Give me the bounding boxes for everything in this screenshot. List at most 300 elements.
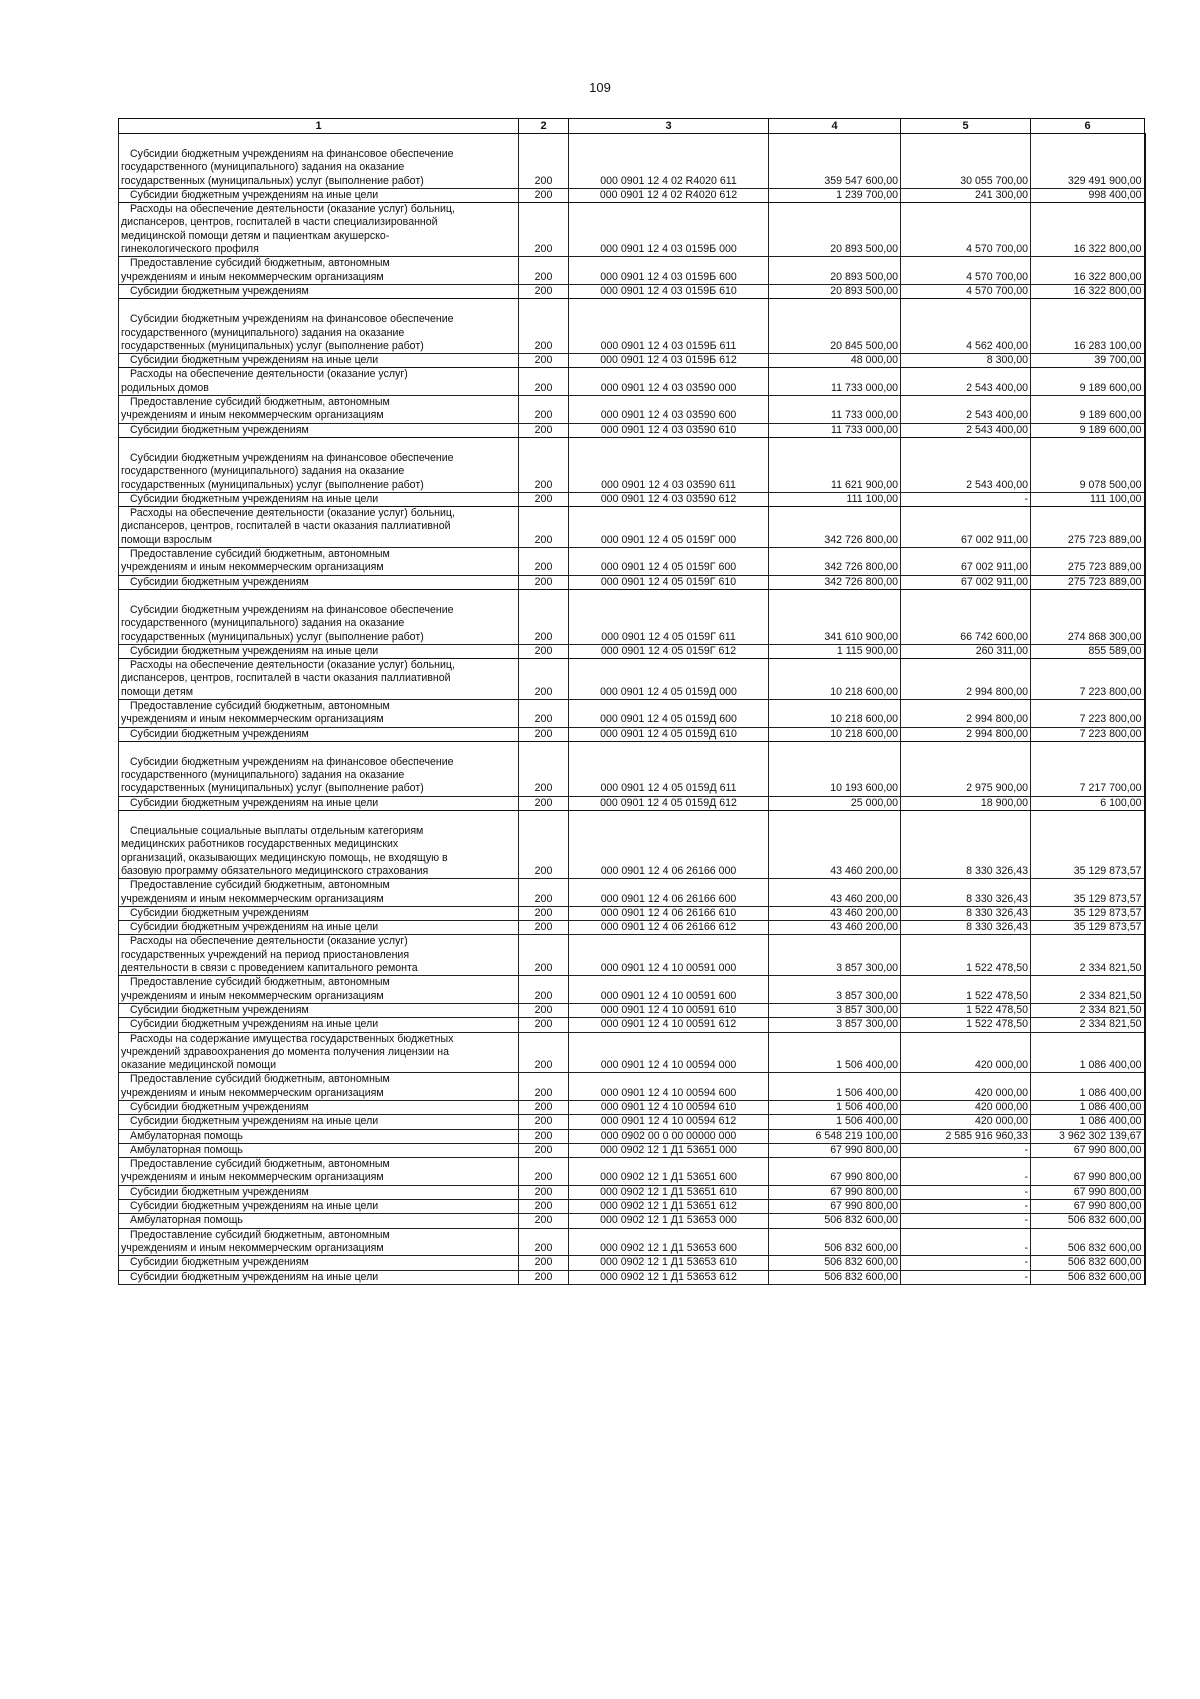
- table-row: [119, 368, 1145, 396]
- row-amount-total: 43 460 200,00: [769, 906, 901, 920]
- row-name-cell: [119, 548, 519, 576]
- row-amount-executed: 420 000,00: [901, 1115, 1031, 1129]
- row-amount-executed: -: [901, 1185, 1031, 1199]
- row-name-cell: [119, 1256, 519, 1270]
- table-row: [119, 906, 1145, 920]
- row-budget-code: 000 0901 12 4 10 00594 600: [569, 1073, 769, 1101]
- row-code: 200: [519, 507, 569, 548]
- row-name: Субсидии бюджетным учреждениям: [130, 423, 309, 436]
- table-row: [119, 1200, 1145, 1214]
- row-amount-remaining: 998 400,00: [1031, 188, 1145, 202]
- row-amount-executed: 67 002 911,00: [901, 548, 1031, 576]
- row-name: Предоставление субсидий бюджетным, автономным учреждениям и иным некоммерческим организациям: [121, 699, 390, 726]
- row-amount-executed: 8 330 326,43: [901, 906, 1031, 920]
- row-amount-total: 43 460 200,00: [769, 921, 901, 935]
- row-amount-total: 10 218 600,00: [769, 659, 901, 700]
- row-name: Предоставление субсидий бюджетным, автономным учреждениям и иным некоммерческим организациям: [121, 879, 390, 905]
- row-amount-remaining: 1 086 400,00: [1031, 1101, 1145, 1115]
- row-amount-remaining: 506 832 600,00: [1031, 1270, 1145, 1284]
- row-amount-remaining: 9 189 600,00: [1031, 396, 1145, 424]
- row-amount-executed: 420 000,00: [901, 1073, 1031, 1101]
- row-name: Субсидии бюджетным учреждениям: [130, 727, 309, 740]
- row-name: Субсидии бюджетным учреждениям: [130, 1101, 309, 1113]
- table-row: [119, 1143, 1145, 1157]
- row-amount-total: 3 857 300,00: [769, 1018, 901, 1032]
- row-amount-total: 67 990 800,00: [769, 1185, 901, 1199]
- row-amount-total: 6 548 219 100,00: [769, 1129, 901, 1143]
- row-amount-remaining: 275 723 889,00: [1031, 507, 1145, 548]
- row-name: Субсидии бюджетным учреждениям на финансовое обеспечение государственного (муниципального) задания на оказание государственных (муниципальных) услуг (выполнение работ): [121, 451, 454, 491]
- row-amount-total: 1 506 400,00: [769, 1115, 901, 1129]
- row-amount-remaining: 67 990 800,00: [1031, 1185, 1145, 1199]
- row-amount-remaining: 7 223 800,00: [1031, 727, 1145, 741]
- row-name-cell: [119, 741, 519, 796]
- row-amount-remaining: 506 832 600,00: [1031, 1214, 1145, 1228]
- row-amount-total: 1 506 400,00: [769, 1032, 901, 1073]
- column-header-3: 3: [569, 119, 769, 134]
- header-row: [119, 119, 1145, 134]
- table-row: [119, 396, 1145, 424]
- row-code: 200: [519, 879, 569, 907]
- row-budget-code: 000 0901 12 4 03 03590 000: [569, 368, 769, 396]
- row-name: Субсидии бюджетным учреждениям: [130, 575, 309, 588]
- table-row: [119, 548, 1145, 576]
- row-amount-remaining: 855 589,00: [1031, 644, 1145, 658]
- row-name-cell: [119, 1101, 519, 1115]
- row-amount-executed: 30 055 700,00: [901, 134, 1031, 189]
- table-row: [119, 507, 1145, 548]
- row-budget-code: 000 0901 12 4 10 00594 612: [569, 1115, 769, 1129]
- row-budget-code: 000 0902 12 1 Д1 53653 610: [569, 1256, 769, 1270]
- row-amount-remaining: 35 129 873,57: [1031, 879, 1145, 907]
- row-budget-code: 000 0902 00 0 00 00000 000: [569, 1129, 769, 1143]
- row-name-cell: [119, 1003, 519, 1017]
- row-amount-total: 506 832 600,00: [769, 1256, 901, 1270]
- table-row: [119, 299, 1145, 354]
- row-amount-remaining: 16 283 100,00: [1031, 299, 1145, 354]
- row-amount-executed: -: [901, 492, 1031, 506]
- row-budget-code: 000 0901 12 4 10 00591 000: [569, 935, 769, 976]
- row-budget-code: 000 0901 12 4 03 03590 600: [569, 396, 769, 424]
- row-amount-executed: -: [901, 1256, 1031, 1270]
- row-name: Субсидии бюджетным учреждениям: [130, 1256, 309, 1269]
- row-name: Расходы на обеспечение деятельности (оказание услуг) государственных учреждений на период приостановления деятельности в связи с проведением капитального ремонта: [121, 935, 418, 975]
- row-amount-executed: 4 570 700,00: [901, 257, 1031, 285]
- row-budget-code: 000 0901 12 4 03 0159Б 600: [569, 257, 769, 285]
- row-amount-executed: 1 522 478,50: [901, 1003, 1031, 1017]
- row-amount-executed: 2 994 800,00: [901, 727, 1031, 741]
- table-row: [119, 1073, 1145, 1101]
- row-name: Субсидии бюджетным учреждениям: [130, 284, 309, 297]
- row-name-cell: [119, 1158, 519, 1186]
- row-amount-executed: -: [901, 1214, 1031, 1228]
- row-amount-remaining: 67 990 800,00: [1031, 1143, 1145, 1157]
- row-name-cell: [119, 1185, 519, 1199]
- row-name: Амбулаторная помощь: [130, 1143, 243, 1156]
- table-row: [119, 879, 1145, 907]
- row-code: 200: [519, 1256, 569, 1270]
- row-amount-remaining: 16 322 800,00: [1031, 257, 1145, 285]
- table-row: [119, 1228, 1145, 1256]
- row-amount-total: 10 193 600,00: [769, 741, 901, 796]
- row-amount-total: 20 893 500,00: [769, 284, 901, 298]
- row-name: Субсидии бюджетным учреждениям на финансовое обеспечение государственного (муниципального) задания на оказание государственных (муниципальных) услуг (выполнение работ): [121, 755, 454, 795]
- row-budget-code: 000 0901 12 4 02 R4020 611: [569, 134, 769, 189]
- row-amount-remaining: 35 129 873,57: [1031, 811, 1145, 879]
- row-name: Предоставление субсидий бюджетным, автономным учреждениям и иным некоммерческим организациям: [121, 257, 390, 283]
- row-name: Расходы на содержание имущества государственных бюджетных учреждений здравоохранения до момента получения лицензии на оказание медицинской помощи: [121, 1032, 454, 1072]
- row-amount-executed: 420 000,00: [901, 1032, 1031, 1073]
- table-row: [119, 935, 1145, 976]
- row-amount-executed: 8 330 326,43: [901, 921, 1031, 935]
- row-amount-executed: 4 562 400,00: [901, 299, 1031, 354]
- row-amount-total: 3 857 300,00: [769, 976, 901, 1004]
- table-row: [119, 1158, 1145, 1186]
- table-row: [119, 203, 1145, 257]
- row-name: Субсидии бюджетным учреждениям на иные цели: [130, 1115, 379, 1128]
- row-name: Субсидии бюджетным учреждениям на иные цели: [130, 354, 379, 367]
- row-amount-total: 67 990 800,00: [769, 1200, 901, 1214]
- row-name-cell: [119, 1115, 519, 1129]
- row-amount-remaining: 2 334 821,50: [1031, 935, 1145, 976]
- row-amount-total: 3 857 300,00: [769, 935, 901, 976]
- row-budget-code: 000 0901 12 4 05 0159Д 612: [569, 796, 769, 810]
- row-amount-total: 20 893 500,00: [769, 203, 901, 257]
- row-amount-remaining: 7 217 700,00: [1031, 741, 1145, 796]
- row-name-cell: [119, 796, 519, 810]
- table-row: [119, 354, 1145, 368]
- row-amount-total: 11 733 000,00: [769, 423, 901, 437]
- row-name-cell: [119, 396, 519, 424]
- row-amount-executed: 2 543 400,00: [901, 423, 1031, 437]
- row-code: 200: [519, 284, 569, 298]
- row-amount-remaining: 6 100,00: [1031, 796, 1145, 810]
- table-row: [119, 1018, 1145, 1032]
- row-amount-executed: -: [901, 1270, 1031, 1284]
- row-code: 200: [519, 921, 569, 935]
- row-amount-executed: 420 000,00: [901, 1101, 1031, 1115]
- row-name: Предоставление субсидий бюджетным, автономным учреждениям и иным некоммерческим организациям: [121, 1073, 390, 1099]
- column-header-5: 5: [901, 119, 1031, 134]
- row-amount-total: 11 733 000,00: [769, 396, 901, 424]
- row-amount-total: 342 726 800,00: [769, 507, 901, 548]
- row-name-cell: [119, 492, 519, 506]
- table-row: [119, 437, 1145, 492]
- row-name: Субсидии бюджетным учреждениям на иные цели: [130, 644, 379, 657]
- row-budget-code: 000 0901 12 4 05 0159Д 600: [569, 699, 769, 727]
- row-amount-executed: 260 311,00: [901, 644, 1031, 658]
- row-name-cell: [119, 423, 519, 437]
- row-amount-remaining: 9 189 600,00: [1031, 368, 1145, 396]
- row-name-cell: [119, 879, 519, 907]
- row-budget-code: 000 0901 12 4 03 0159Б 612: [569, 354, 769, 368]
- row-budget-code: 000 0901 12 4 02 R4020 612: [569, 188, 769, 202]
- row-amount-executed: 2 585 916 960,33: [901, 1129, 1031, 1143]
- row-code: 200: [519, 423, 569, 437]
- table-row: [119, 1101, 1145, 1115]
- row-amount-remaining: 7 223 800,00: [1031, 699, 1145, 727]
- row-budget-code: 000 0901 12 4 03 03590 610: [569, 423, 769, 437]
- row-budget-code: 000 0901 12 4 05 0159Г 611: [569, 589, 769, 644]
- row-name-cell: [119, 368, 519, 396]
- row-amount-remaining: 506 832 600,00: [1031, 1256, 1145, 1270]
- row-code: 200: [519, 811, 569, 879]
- row-budget-code: 000 0901 12 4 06 26166 612: [569, 921, 769, 935]
- row-name: Субсидии бюджетным учреждениям на иные цели: [130, 1270, 379, 1283]
- column-header-4: 4: [769, 119, 901, 134]
- row-name: Предоставление субсидий бюджетным, автономным учреждениям и иным некоммерческим организациям: [121, 548, 390, 574]
- row-code: 200: [519, 548, 569, 576]
- row-amount-total: 25 000,00: [769, 796, 901, 810]
- row-amount-executed: -: [901, 1158, 1031, 1186]
- row-amount-executed: 8 330 326,43: [901, 879, 1031, 907]
- row-budget-code: 000 0902 12 1 Д1 53651 600: [569, 1158, 769, 1186]
- row-amount-total: 67 990 800,00: [769, 1158, 901, 1186]
- row-budget-code: 000 0901 12 4 05 0159Г 600: [569, 548, 769, 576]
- table-row: [119, 1129, 1145, 1143]
- row-code: 200: [519, 1129, 569, 1143]
- row-code: 200: [519, 796, 569, 810]
- row-code: 200: [519, 976, 569, 1004]
- table-row: [119, 284, 1145, 298]
- row-name: Амбулаторная помощь: [130, 1129, 243, 1142]
- row-code: 200: [519, 906, 569, 920]
- row-amount-executed: 2 975 900,00: [901, 741, 1031, 796]
- row-name-cell: [119, 1032, 519, 1073]
- row-name-cell: [119, 727, 519, 741]
- row-amount-executed: 2 543 400,00: [901, 437, 1031, 492]
- row-amount-total: 48 000,00: [769, 354, 901, 368]
- row-code: 200: [519, 188, 569, 202]
- row-amount-total: 1 506 400,00: [769, 1073, 901, 1101]
- row-name-cell: [119, 1200, 519, 1214]
- row-name-cell: [119, 203, 519, 257]
- row-amount-executed: 4 570 700,00: [901, 203, 1031, 257]
- row-name-cell: [119, 299, 519, 354]
- row-budget-code: 000 0901 12 4 03 0159Б 610: [569, 284, 769, 298]
- row-budget-code: 000 0902 12 1 Д1 53653 000: [569, 1214, 769, 1228]
- row-amount-remaining: 329 491 900,00: [1031, 134, 1145, 189]
- page-number: 109: [589, 80, 611, 95]
- row-name: Расходы на обеспечение деятельности (оказание услуг) родильных домов: [121, 368, 408, 394]
- row-amount-executed: 67 002 911,00: [901, 507, 1031, 548]
- row-code: 200: [519, 699, 569, 727]
- row-amount-remaining: 16 322 800,00: [1031, 203, 1145, 257]
- row-code: 200: [519, 659, 569, 700]
- row-amount-total: 20 893 500,00: [769, 257, 901, 285]
- table-row: [119, 811, 1145, 879]
- row-name: Субсидии бюджетным учреждениям на иные цели: [130, 492, 379, 505]
- table-row: [119, 492, 1145, 506]
- row-amount-total: 1 239 700,00: [769, 188, 901, 202]
- row-code: 200: [519, 727, 569, 741]
- table-row: [119, 644, 1145, 658]
- row-name-cell: [119, 575, 519, 589]
- row-budget-code: 000 0901 12 4 10 00591 610: [569, 1003, 769, 1017]
- row-amount-total: 506 832 600,00: [769, 1228, 901, 1256]
- row-name: Амбулаторная помощь: [130, 1214, 243, 1227]
- row-name: Предоставление субсидий бюджетным, автономным учреждениям и иным некоммерческим организациям: [121, 1158, 390, 1184]
- column-header-2: 2: [519, 119, 569, 134]
- row-amount-executed: 2 994 800,00: [901, 659, 1031, 700]
- row-name: Субсидии бюджетным учреждениям на финансовое обеспечение государственного (муниципального) задания на оказание государственных (муниципальных) услуг (выполнение работ): [121, 313, 454, 352]
- row-amount-remaining: 1 086 400,00: [1031, 1032, 1145, 1073]
- row-amount-total: 67 990 800,00: [769, 1143, 901, 1157]
- row-name: Субсидии бюджетным учреждениям на иные цели: [130, 1018, 379, 1031]
- row-amount-executed: 1 522 478,50: [901, 935, 1031, 976]
- row-name-cell: [119, 188, 519, 202]
- row-budget-code: 000 0901 12 4 05 0159Д 611: [569, 741, 769, 796]
- row-code: 200: [519, 741, 569, 796]
- budget-table: [118, 118, 1146, 1285]
- table-row: [119, 1115, 1145, 1129]
- row-budget-code: 000 0901 12 4 05 0159Д 000: [569, 659, 769, 700]
- row-amount-total: 342 726 800,00: [769, 575, 901, 589]
- column-header-6: 6: [1031, 119, 1145, 134]
- table-row: [119, 1185, 1145, 1199]
- row-amount-total: 342 726 800,00: [769, 548, 901, 576]
- row-name: Субсидии бюджетным учреждениям: [130, 906, 309, 919]
- row-amount-remaining: 7 223 800,00: [1031, 659, 1145, 700]
- table-body: [119, 134, 1145, 1285]
- row-amount-remaining: 35 129 873,57: [1031, 906, 1145, 920]
- row-name: Субсидии бюджетным учреждениям: [130, 1003, 309, 1016]
- row-amount-executed: 8 330 326,43: [901, 811, 1031, 879]
- row-amount-total: 11 733 000,00: [769, 368, 901, 396]
- row-name: Субсидии бюджетным учреждениям на иные цели: [130, 1200, 379, 1213]
- row-budget-code: 000 0901 12 4 10 00594 610: [569, 1101, 769, 1115]
- row-amount-remaining: 3 962 302 139,67: [1031, 1129, 1145, 1143]
- row-name-cell: [119, 811, 519, 879]
- row-budget-code: 000 0902 12 1 Д1 53651 000: [569, 1143, 769, 1157]
- row-code: 200: [519, 1101, 569, 1115]
- row-amount-executed: -: [901, 1143, 1031, 1157]
- row-amount-executed: 1 522 478,50: [901, 1018, 1031, 1032]
- row-budget-code: 000 0901 12 4 05 0159Г 000: [569, 507, 769, 548]
- row-amount-remaining: 9 189 600,00: [1031, 423, 1145, 437]
- row-amount-total: 20 845 500,00: [769, 299, 901, 354]
- row-amount-executed: 8 300,00: [901, 354, 1031, 368]
- row-name: Субсидии бюджетным учреждениям на финансовое обеспечение государственного (муниципального) задания на оказание государственных (муниципальных) услуг (выполнение работ): [121, 148, 454, 187]
- row-name: Предоставление субсидий бюджетным, автономным учреждениям и иным некоммерческим организациям: [121, 976, 390, 1002]
- row-budget-code: 000 0901 12 4 10 00594 000: [569, 1032, 769, 1073]
- row-name-cell: [119, 1129, 519, 1143]
- row-amount-remaining: 275 723 889,00: [1031, 575, 1145, 589]
- row-name: Субсидии бюджетным учреждениям: [130, 1185, 309, 1198]
- row-code: 200: [519, 134, 569, 189]
- table-row: [119, 1256, 1145, 1270]
- row-name-cell: [119, 134, 519, 189]
- row-code: 200: [519, 203, 569, 257]
- row-code: 200: [519, 1073, 569, 1101]
- column-header-1: 1: [119, 119, 519, 134]
- row-code: 200: [519, 257, 569, 285]
- table-row: [119, 1270, 1145, 1284]
- row-budget-code: 000 0901 12 4 06 26166 600: [569, 879, 769, 907]
- row-code: 200: [519, 1214, 569, 1228]
- row-amount-remaining: 16 322 800,00: [1031, 284, 1145, 298]
- row-amount-remaining: 1 086 400,00: [1031, 1115, 1145, 1129]
- row-amount-remaining: 274 868 300,00: [1031, 589, 1145, 644]
- row-code: 200: [519, 1200, 569, 1214]
- row-budget-code: 000 0902 12 1 Д1 53653 612: [569, 1270, 769, 1284]
- table-row: [119, 134, 1145, 189]
- row-budget-code: 000 0902 12 1 Д1 53651 612: [569, 1200, 769, 1214]
- row-amount-total: 10 218 600,00: [769, 727, 901, 741]
- table-row: [119, 1214, 1145, 1228]
- row-amount-total: 341 610 900,00: [769, 589, 901, 644]
- row-code: 200: [519, 1032, 569, 1073]
- row-code: 200: [519, 396, 569, 424]
- row-amount-total: 506 832 600,00: [769, 1214, 901, 1228]
- row-name-cell: [119, 659, 519, 700]
- row-name-cell: [119, 921, 519, 935]
- row-budget-code: 000 0901 12 4 03 0159Б 000: [569, 203, 769, 257]
- table-header: [119, 119, 1145, 134]
- row-code: 200: [519, 437, 569, 492]
- row-code: 200: [519, 935, 569, 976]
- row-amount-remaining: 39 700,00: [1031, 354, 1145, 368]
- row-name-cell: [119, 1018, 519, 1032]
- row-name-cell: [119, 935, 519, 976]
- row-code: 200: [519, 1185, 569, 1199]
- row-code: 200: [519, 368, 569, 396]
- row-amount-total: 3 857 300,00: [769, 1003, 901, 1017]
- row-amount-remaining: 506 832 600,00: [1031, 1228, 1145, 1256]
- row-name: Субсидии бюджетным учреждениям на иные цели: [130, 188, 379, 201]
- row-amount-remaining: 9 078 500,00: [1031, 437, 1145, 492]
- table-row: [119, 976, 1145, 1004]
- row-amount-total: 10 218 600,00: [769, 699, 901, 727]
- row-amount-remaining: 275 723 889,00: [1031, 548, 1145, 576]
- table-row: [119, 1003, 1145, 1017]
- table-row: [119, 796, 1145, 810]
- row-amount-total: 111 100,00: [769, 492, 901, 506]
- row-amount-remaining: 1 086 400,00: [1031, 1073, 1145, 1101]
- row-budget-code: 000 0902 12 1 Д1 53653 600: [569, 1228, 769, 1256]
- table-row: [119, 659, 1145, 700]
- row-amount-executed: 66 742 600,00: [901, 589, 1031, 644]
- row-budget-code: 000 0901 12 4 05 0159Г 610: [569, 575, 769, 589]
- table-row: [119, 589, 1145, 644]
- table-row: [119, 257, 1145, 285]
- row-budget-code: 000 0901 12 4 06 26166 610: [569, 906, 769, 920]
- row-amount-executed: 4 570 700,00: [901, 284, 1031, 298]
- row-amount-executed: 67 002 911,00: [901, 575, 1031, 589]
- table-row: [119, 575, 1145, 589]
- row-name: Предоставление субсидий бюджетным, автономным учреждениям и иным некоммерческим организациям: [121, 1228, 390, 1254]
- row-name-cell: [119, 1143, 519, 1157]
- row-code: 200: [519, 354, 569, 368]
- row-amount-remaining: 2 334 821,50: [1031, 1018, 1145, 1032]
- table-row: [119, 921, 1145, 935]
- table-row: [119, 727, 1145, 741]
- row-name-cell: [119, 976, 519, 1004]
- row-amount-remaining: 111 100,00: [1031, 492, 1145, 506]
- row-name-cell: [119, 589, 519, 644]
- row-amount-executed: 2 994 800,00: [901, 699, 1031, 727]
- row-amount-total: 1 115 900,00: [769, 644, 901, 658]
- table-row: [119, 1032, 1145, 1073]
- row-amount-executed: 18 900,00: [901, 796, 1031, 810]
- row-name-cell: [119, 1270, 519, 1284]
- row-code: 200: [519, 1003, 569, 1017]
- row-code: 200: [519, 1018, 569, 1032]
- row-amount-executed: -: [901, 1228, 1031, 1256]
- row-amount-total: 1 506 400,00: [769, 1101, 901, 1115]
- row-code: 200: [519, 492, 569, 506]
- row-code: 200: [519, 1143, 569, 1157]
